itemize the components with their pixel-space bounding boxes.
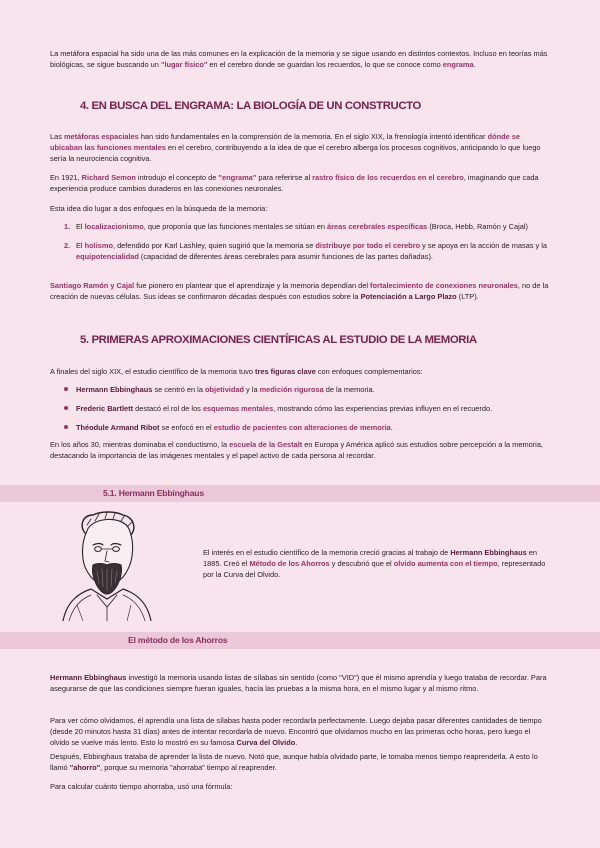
intro-paragraph: La metáfora espacial ha sido una de las más comunes en la explicación de la memoria y se sigue usando en distintos contextos. Incluso en teorías más biológicas, se sigue buscando un "lugar físico" en el cerebro donde se guardan los recuerdos, lo que se conoce como engrama. xyxy=(50,49,548,70)
section-5-paragraph-1: A finales del siglo XIX, el estudio científico de la memoria tuvo tres figuras clave con enfoques complementarios: xyxy=(50,367,423,376)
method-heading: El método de los Ahorros xyxy=(128,635,228,645)
subsection-5-1-paragraph: El interés en el estudio científico de la memoria creció gracias al trabajo de Hermann Ebbinghaus en 1885. Creó el Método de los Ahorros y descubrió que el olvido aumenta con el tiempo, representado por la Curva del Olvido. xyxy=(203,548,546,580)
list-item: 1. El localizacionismo, que proponía que las funciones mentales se sitúan en áreas cerebrales específicas (Broca, Hebb, Ramón y Cajal) xyxy=(64,222,528,231)
list-item: Théodule Armand Ribot se enfocó en el estudio de pacientes con alteraciones de memoria. xyxy=(60,422,550,433)
section-4-paragraph-1: Las metáforas espaciales han sido fundamentales en la comprensión de la memoria. En el siglo XIX, la frenología intentó identificar dónde se ubicaban las funciones mentales en el cerebro, contribuyendo a la idea de que el cerebro alberga los procesos cognitivos, anticipando lo que luego sería la neurociencia cognitiva. xyxy=(50,132,541,164)
bullet-icon xyxy=(64,387,68,391)
method-paragraph-4: Para calcular cuánto tiempo ahorraba, usó una fórmula: xyxy=(50,782,233,791)
method-paragraph-2: Para ver cómo olvidamos, él aprendía una lista de sílabas hasta poder recordarla perfectamente. Luego dejaba pasar diferentes cantidades de tiempo (desde 20 minutos hasta 31 días) antes de intentar recordarla de nuevo. Encontró que olvidamos mucho en las primeras ocho horas, pero luego el olvido se vuelve más lento. Esto lo mostró en su famosa Curva del Olvido. xyxy=(50,716,542,748)
highlight: engrama xyxy=(442,60,474,70)
section-4-paragraph-3: Esta idea dio lugar a dos enfoques en la búsqueda de la memoria: xyxy=(50,204,268,213)
bullet-icon xyxy=(64,425,68,429)
section-4-heading: 4. EN BUSCA DEL ENGRAMA: LA BIOLOGÍA DE UN CONSTRUCTO xyxy=(80,100,421,112)
list-item: Frederic Bartlett destacó el rol de los esquemas mentales, mostrando cómo las experiencias previas influyen en el recuerdo. xyxy=(60,403,550,414)
subsection-5-1-heading: 5.1. Hermann Ebbinghaus xyxy=(103,488,204,498)
section-4-paragraph-4: Santiago Ramón y Cajal fue pionero en plantear que el aprendizaje y la memoria dependían del fortalecimiento de conexiones neuronales, no de la creación de nuevas células. Sus ideas se confirmaron décadas después con estudios sobre la Potenciación a Largo Plazo (LTP). xyxy=(50,281,549,302)
approaches-list xyxy=(60,221,550,271)
figures-list xyxy=(60,384,550,442)
section-5-paragraph-2: En los años 30, mientras dominaba el conductismo, la escuela de la Gestalt en Europa y América aplicó sus estudios sobre percepción a la memoria, destacando la importancia de las imágenes mentales y el papel activo de cada persona al recordar. xyxy=(50,440,543,461)
list-item: 2. El holismo, defendido por Karl Lashley, quien sugirió que la memoria se distribuye por todo el cerebro y se apoya en la acción de masas y la equipotencialidad (capacidad de diferentes áreas cerebrales para asumir funciones de las partes dañadas). xyxy=(64,241,548,262)
method-paragraph-1: Hermann Ebbinghaus investigó la memoria usando listas de sílabas sin sentido (como "VID") que él mismo aprendía y luego trataba de recordar. Para asegurarse de que las condiciones siempre fueran iguales, hacía las pruebas a la misma hora, en el mismo lugar y al mismo ritmo. xyxy=(50,673,547,694)
ebbinghaus-portrait xyxy=(57,509,157,621)
list-item: Hermann Ebbinghaus se centró en la objetividad y la medición rigurosa de la memoria. xyxy=(60,384,550,395)
section-5-heading: 5. PRIMERAS APROXIMACIONES CIENTÍFICAS AL ESTUDIO DE LA MEMORIA xyxy=(80,334,477,346)
subsection-5-1-band xyxy=(0,485,600,502)
highlight: "lugar físico" xyxy=(160,60,208,70)
method-band xyxy=(0,632,600,649)
section-4-paragraph-2: En 1921, Richard Semon introdujo el concepto de "engrama" para referirse al rastro físico de los recuerdos en el cerebro, imaginando que cada experiencia produce cambios duraderos en las conexiones neuronales. xyxy=(50,173,539,194)
method-paragraph-3: Después, Ebbinghaus trataba de aprender la lista de nuevo. Notó que, aunque había olvidado parte, le tomaba menos tiempo reaprenderla. A esto lo llamó "ahorro", porque su memoria "ahorraba" tiempo al reaprender. xyxy=(50,752,538,773)
bullet-icon xyxy=(64,406,68,410)
